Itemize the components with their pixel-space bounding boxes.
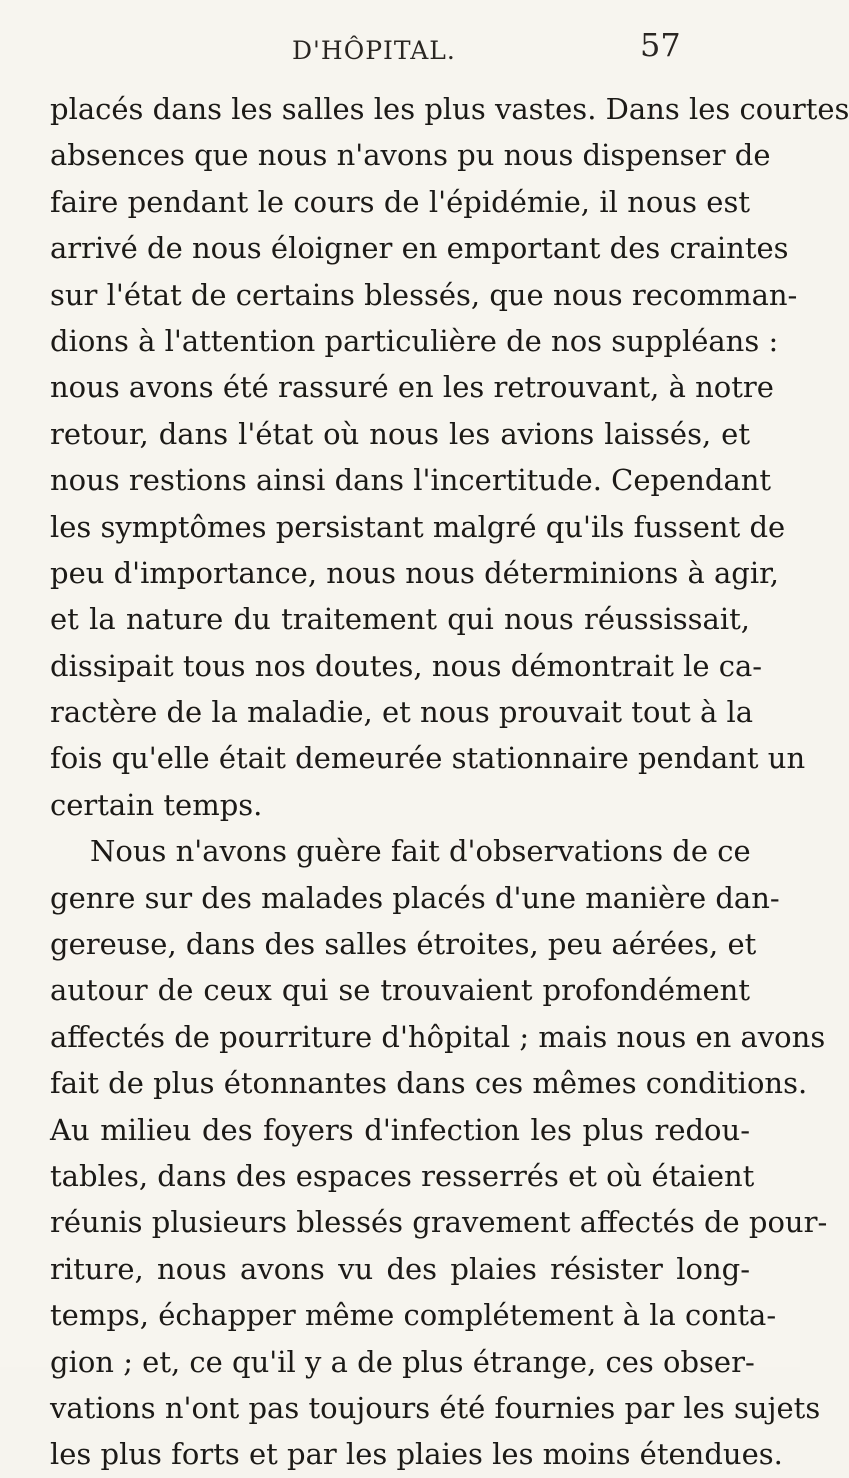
text-line: temps, échapper même complétement à la conta- — [50, 1298, 777, 1333]
text-line: nous restions ainsi dans l'incertitude. Cependant — [50, 463, 772, 498]
text-line: et la nature du traitement qui nous réussissait, — [50, 602, 750, 637]
text-line: tables, dans des espaces resserrés et où étaient — [50, 1158, 755, 1193]
text-line: nous avons été rassuré en les retrouvant, à notre — [50, 370, 774, 405]
text-line: gion ; et, ce qu'il y a de plus étrange, ces obser- — [50, 1344, 755, 1379]
text-line: certain temps. — [50, 787, 263, 822]
text-line: fait de plus étonnantes dans ces mêmes conditions. — [50, 1066, 808, 1101]
text-line: genre sur des malades placés d'une manière dan- — [50, 880, 780, 915]
text-line: vations n'ont pas toujours été fournies par les sujets — [50, 1390, 821, 1425]
text-line: absences que nous n'avons pu nous dispenser de — [50, 138, 771, 173]
text-line: faire pendant le cours de l'épidémie, il nous est — [50, 184, 750, 219]
text-line: les symptômes persistant malgré qu'ils fussent de — [50, 509, 786, 544]
text-line: les plus forts et par les plaies les moins étendues. — [50, 1437, 783, 1472]
body-text — [50, 86, 849, 1478]
text-line: dions à l'attention particulière de nos suppléans : — [50, 323, 779, 358]
text-line: dissipait tous nos doutes, nous démontrait le ca- — [50, 648, 763, 683]
text-line: affectés de pourriture d'hôpital ; mais nous en avons — [50, 1019, 826, 1054]
text-line: peu d'importance, nous nous déterminions à agir, — [50, 555, 780, 590]
running-head — [0, 14, 800, 74]
text-line: ractère de la maladie, et nous prouvait tout à la — [50, 695, 754, 730]
text-line: Nous n'avons guère fait d'observations de ce — [90, 834, 751, 869]
text-line: gereuse, dans des salles étroites, peu aérées, et — [50, 927, 757, 962]
text-line: fois qu'elle était demeurée stationnaire pendant un — [50, 741, 806, 776]
text-line: arrivé de nous éloigner en emportant des craintes — [50, 231, 789, 266]
text-line: autour de ceux qui se trouvaient profondément — [50, 973, 750, 1008]
text-line: retour, dans l'état où nous les avions laissés, et — [50, 416, 750, 451]
text-line: riture, nous avons vu des plaies résister long- — [50, 1251, 750, 1286]
text-line: réunis plusieurs blessés gravement affectés de pour- — [50, 1205, 828, 1240]
text-line: sur l'état de certains blessés, que nous recomman- — [50, 277, 798, 312]
page-number: 57 — [640, 26, 681, 64]
text-line: placés dans les salles les plus vastes. Dans les courtes — [50, 92, 849, 126]
running-title: D'HÔPITAL. — [292, 36, 456, 65]
text-line: Au milieu des foyers d'infection les plus redou- — [50, 1112, 750, 1147]
